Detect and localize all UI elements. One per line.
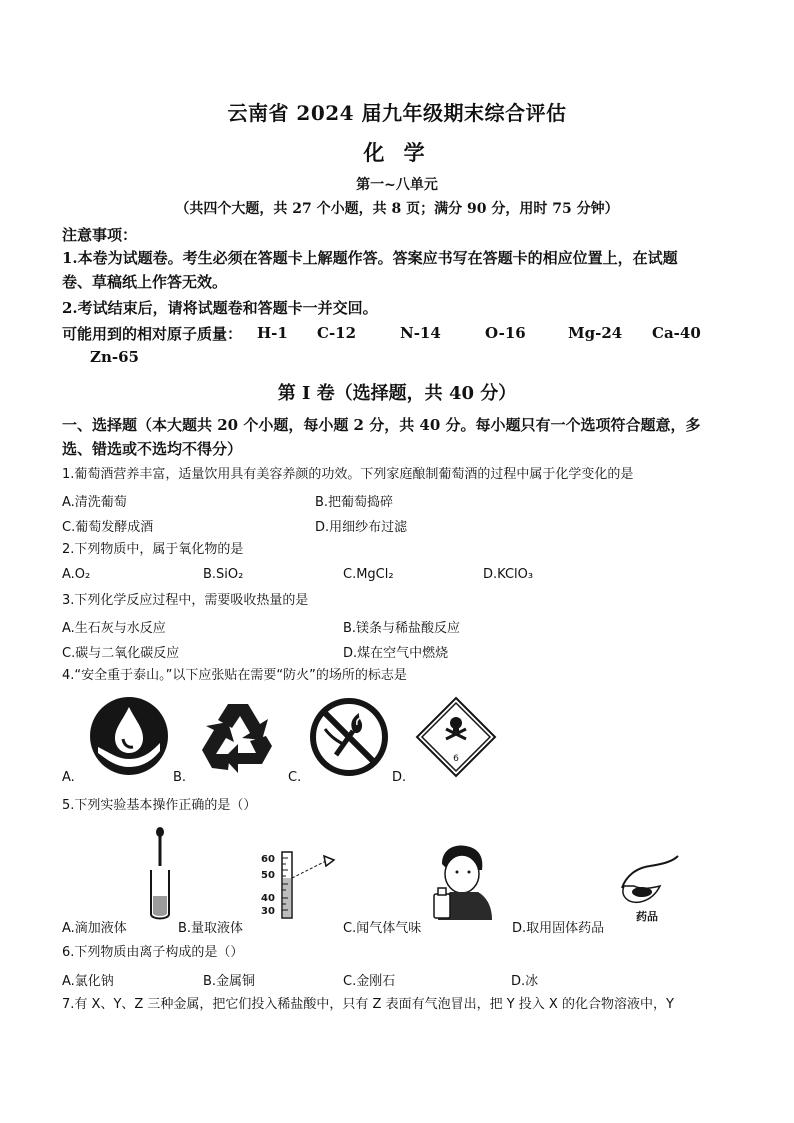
subject-title: 化 学	[363, 140, 431, 165]
mass-ca: Ca-40	[652, 324, 701, 342]
q3-stem: 3.下列化学反应过程中，需要吸收热量的是	[62, 593, 309, 608]
eye-icon	[324, 856, 334, 866]
q1-option-b: B.把葡萄捣碎	[315, 495, 394, 510]
q3-option-d: D.煤在空气中燃烧	[343, 646, 449, 661]
q6-option-c: C.金刚石	[343, 974, 396, 989]
q1-stem: 1.葡萄酒营养丰富，适量饮用具有美容养颜的功效。下列家庭酿制葡萄酒的过程中属于化学变化的是	[62, 467, 634, 482]
measuring-cylinder-icon	[258, 848, 338, 920]
q4-option-a: A.	[62, 770, 75, 785]
tick-40: 40	[261, 893, 275, 904]
q2-option-d: D.KClO₃	[483, 567, 534, 582]
hazard-class-number: 6	[453, 754, 459, 764]
exam-title: 云南省 2024 届九年级期末综合评估	[227, 101, 567, 125]
q5-option-c: C.闻气体气味	[343, 921, 422, 936]
tick-50: 50	[261, 870, 275, 881]
q4-option-b: B.	[173, 770, 187, 785]
mass-n: N-14	[400, 324, 441, 342]
notes-item2: 2.考试结束后，请将试题卷和答题卡一并交回。	[62, 299, 378, 317]
mass-mg: Mg-24	[568, 324, 623, 342]
unit-range: 第一~八单元	[356, 177, 438, 193]
dropper-test-tube-icon	[145, 826, 175, 924]
q6-stem: 6.下列物质由离子构成的是（）	[62, 945, 244, 960]
q3-option-b: B.镁条与稀盐酸反应	[343, 621, 461, 636]
q2-option-b: B.SiO₂	[203, 567, 244, 582]
q4-option-c: C.	[288, 770, 302, 785]
section1-intro-line1: 一、选择题（本大题共 20 个小题，每小题 2 分，共 40 分。每小题只有一个选项符合题意，多	[62, 416, 701, 434]
q2-stem: 2.下列物质中，属于氧化物的是	[62, 542, 244, 557]
section1-intro-line2: 选、错选或不选均不得分）	[62, 440, 243, 458]
notes-heading: 注意事项：	[62, 226, 138, 244]
q6-option-b: B.金属铜	[203, 974, 256, 989]
section1-title: 第 I 卷（选择题，共 40 分）	[277, 383, 517, 404]
q2-option-a: A.O₂	[62, 567, 91, 582]
q7-stem: 7.有 X、Y、Z 三种金属，把它们投入稀盐酸中，只有 Z 表面有气泡冒出，把 Y 投入 X 的化合物溶液中，Y	[62, 997, 674, 1012]
q1-option-a: A.清洗葡萄	[62, 495, 127, 510]
mass-c: C-12	[317, 324, 357, 342]
exam-scope: （共四个大题，共 27 个小题，共 8 页；满分 90 分，用时 75 分钟）	[175, 201, 619, 217]
tick-30: 30	[261, 906, 275, 917]
no-fire-sign-icon	[309, 697, 389, 777]
smelling-gas-person-icon	[430, 842, 498, 922]
solid-medicine-hand-icon	[612, 852, 682, 922]
q5-option-b: B.量取液体	[178, 921, 244, 936]
toxic-hazard-sign-icon	[414, 695, 498, 779]
q3-option-c: C.碳与二氧化碳反应	[62, 646, 180, 661]
q4-option-d: D.	[392, 770, 407, 785]
medicine-label: 药品	[636, 910, 658, 922]
q1-option-d: D.用细纱布过滤	[315, 520, 408, 535]
mass-h: H-1	[257, 324, 288, 342]
notes-item1-line1: 1.本卷为试题卷。考生必须在答题卡上解题作答。答案应书写在答题卡的相应位置上，在试题	[62, 249, 678, 267]
q1-option-c: C.葡萄发酵成酒	[62, 520, 154, 535]
q3-option-a: A.生石灰与水反应	[62, 621, 166, 636]
q5-option-a: A.滴加液体	[62, 921, 127, 936]
mass-o: O-16	[485, 324, 526, 342]
mass-label: 可能用到的相对原子质量：	[62, 325, 243, 343]
q6-option-d: D.冰	[511, 974, 539, 989]
q5-option-d: D.取用固体药品	[512, 921, 605, 936]
q5-stem: 5.下列实验基本操作正确的是（）	[62, 798, 257, 813]
notes-item1-line2: 卷、草稿纸上作答无效。	[62, 273, 228, 291]
q6-option-a: A.氯化钠	[62, 974, 114, 989]
water-sign-icon	[88, 695, 170, 777]
mass-zn: Zn-65	[90, 348, 139, 366]
recycle-icon	[198, 696, 282, 780]
q2-option-c: C.MgCl₂	[343, 567, 394, 582]
tick-60: 60	[261, 854, 275, 865]
q4-stem: 4.“安全重于泰山。”以下应张贴在需要“防火”的场所的标志是	[62, 668, 407, 683]
